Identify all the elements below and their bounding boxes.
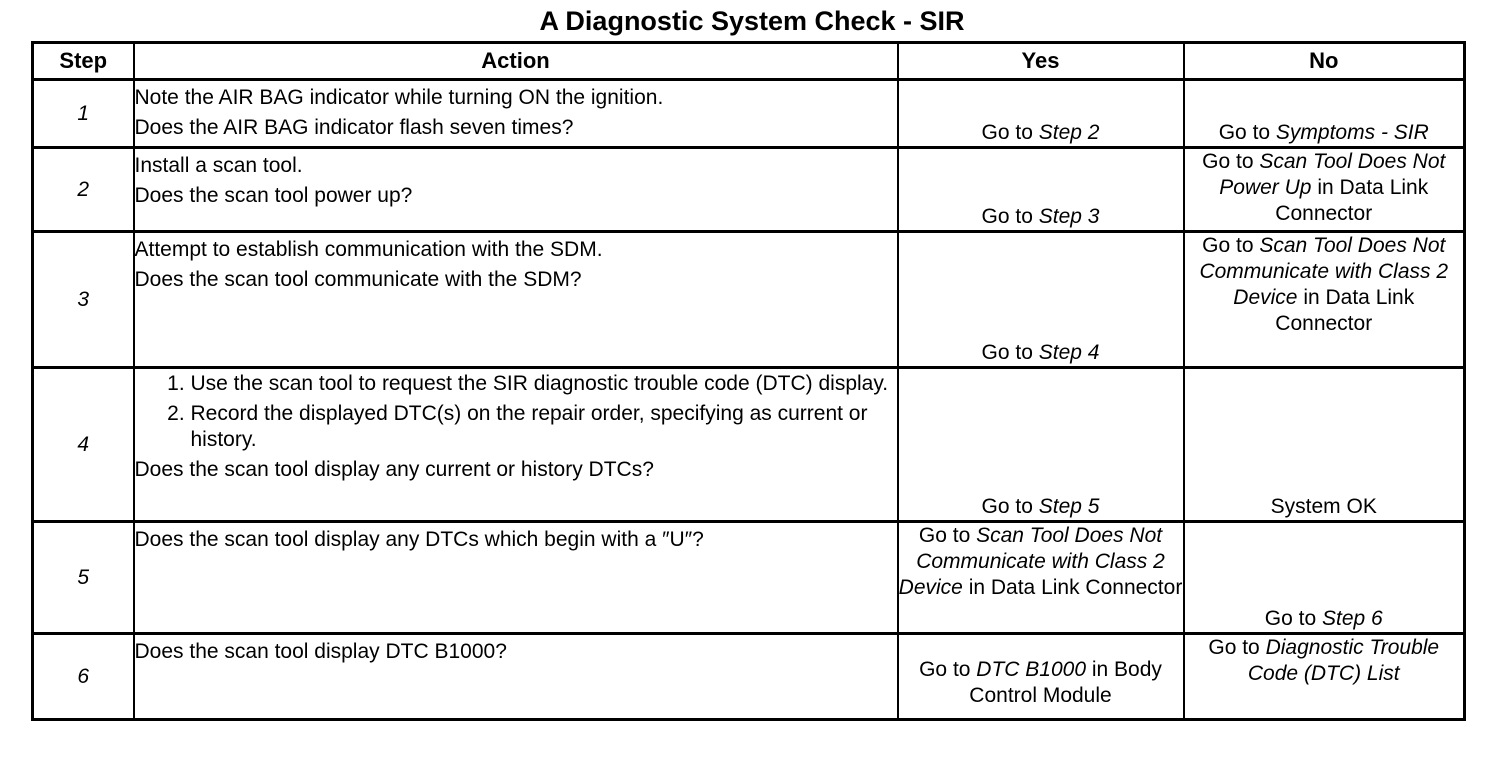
no-text: Go to (1218, 121, 1276, 144)
table-row (33, 80, 1465, 148)
no-cell (1184, 80, 1465, 148)
header-yes: Yes (898, 43, 1184, 80)
action-cell (134, 522, 898, 634)
no-link[interactable]: Scan Tool Does Not Power Up (1219, 150, 1446, 199)
yes-link[interactable]: Step 5 (1038, 495, 1100, 518)
no-cell (1184, 634, 1465, 720)
action-cell (134, 232, 898, 368)
action-cell (134, 148, 898, 232)
yes-cell (898, 634, 1184, 720)
no-cell (1184, 522, 1465, 634)
action-text: Note the AIR BAG indicator while turning ON the ignition. (134, 86, 664, 109)
yes-cell (898, 522, 1184, 634)
no-text-suffix: in Data Link Connector (1275, 176, 1429, 225)
action-steps-list (135, 371, 897, 453)
yes-cell (898, 368, 1184, 522)
yes-link[interactable]: Step 3 (1038, 205, 1100, 228)
yes-text: Go to (981, 205, 1039, 228)
no-text: Go to (1208, 636, 1266, 659)
action-cell (134, 634, 898, 720)
yes-text: Go to (981, 495, 1039, 518)
no-cell (1184, 368, 1465, 522)
step-number: 6 (33, 634, 134, 720)
no-text-suffix: in Data Link Connector (1275, 286, 1415, 335)
action-question: Does the AIR BAG indicator flash seven times? (134, 116, 574, 139)
no-text: Go to (1264, 607, 1322, 630)
action-cell (134, 80, 898, 148)
header-step: Step (33, 43, 134, 80)
step-number: 5 (33, 522, 134, 634)
table-row (33, 232, 1465, 368)
yes-text: Go to (918, 524, 977, 547)
list-item: 1. Use the scan tool to request the SIR diagnostic trouble code (DTC) display. (191, 371, 897, 397)
action-text: Install a scan tool. (134, 154, 303, 177)
no-link[interactable]: Diagnostic Trouble Code (DTC) List (1247, 636, 1440, 685)
table-row (33, 148, 1465, 232)
action-question: Does the scan tool power up? (134, 184, 413, 207)
header-action: Action (134, 43, 898, 80)
no-text: Go to (1202, 234, 1260, 257)
header-row (33, 43, 1465, 80)
yes-cell (898, 148, 1184, 232)
no-link[interactable]: Symptoms - SIR (1275, 121, 1429, 144)
yes-cell (898, 80, 1184, 148)
no-cell (1184, 148, 1465, 232)
yes-link[interactable]: Step 4 (1038, 341, 1100, 364)
table-row (33, 368, 1465, 522)
step-number: 3 (33, 232, 134, 368)
action-cell (134, 368, 898, 522)
action-question: Does the scan tool display DTC B1000? (134, 640, 507, 663)
page-title: A Diagnostic System Check - SIR (539, 6, 965, 36)
yes-text: Go to (981, 341, 1039, 364)
yes-text-suffix: in Data Link Connector (962, 576, 1183, 599)
yes-link[interactable]: DTC B1000 (976, 657, 1087, 681)
yes-text-suffix: in Body Control Module (969, 657, 1162, 707)
diagnostic-table (31, 41, 1466, 721)
no-text: Go to (1202, 150, 1260, 173)
list-item: 2. Record the displayed DTC(s) on the repair order, specifying as current or history. (191, 401, 897, 453)
step-number: 2 (33, 148, 134, 232)
yes-text: Go to (919, 657, 977, 681)
yes-text: Go to (981, 121, 1039, 144)
action-question: Does the scan tool display any current or history DTCs? (134, 458, 654, 481)
yes-link[interactable]: Step 2 (1038, 121, 1100, 144)
no-text: System OK (1270, 495, 1377, 518)
table-row (33, 634, 1465, 720)
action-question: Does the scan tool display any DTCs which begin with a ″U″? (134, 528, 704, 551)
table-row (33, 522, 1465, 634)
action-text: Attempt to establish communication with the SDM. (134, 238, 603, 261)
yes-cell (898, 232, 1184, 368)
no-cell (1184, 232, 1465, 368)
action-question: Does the scan tool communicate with the SDM? (134, 268, 582, 291)
step-number: 4 (33, 368, 134, 522)
no-link[interactable]: Scan Tool Does Not Communicate with Class 2 Device (1199, 234, 1449, 309)
header-no: No (1184, 43, 1465, 80)
step-number: 1 (33, 80, 134, 148)
no-link[interactable]: Step 6 (1321, 607, 1383, 630)
yes-link[interactable]: Scan Tool Does Not Communicate with Class 2 Device (898, 524, 1165, 599)
